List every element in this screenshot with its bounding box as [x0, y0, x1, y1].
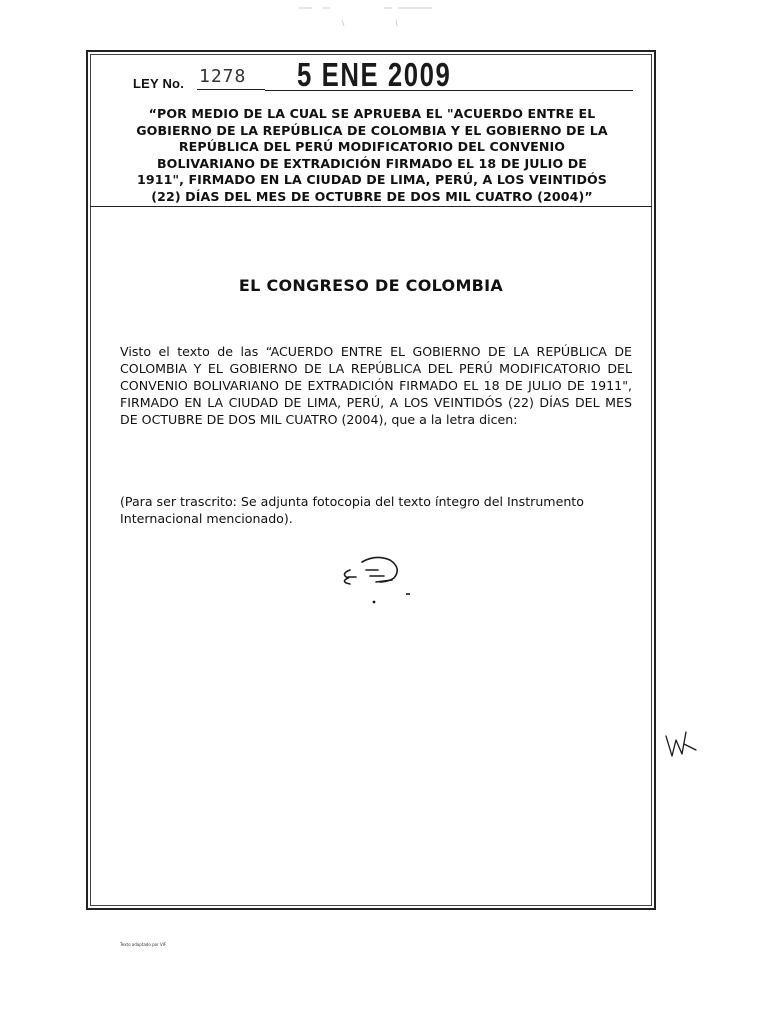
law-number-line	[133, 56, 633, 96]
law-number: 1278	[199, 66, 247, 87]
title-line: (22) DÍAS DEL MES DE OCTUBRE DE DOS MIL CUATRO (2004)”	[151, 188, 593, 204]
header-divider	[90, 206, 652, 207]
law-number-underline	[197, 89, 265, 90]
body-paragraph: Visto el texto de las “ACUERDO ENTRE EL GOBIERNO DE LA REPÚBLICA DE COLOMBIA Y EL GOBIERNO DE LA REPÚBLICA DEL PERÚ MODIFICATORIO DEL CONVENIO BOLIVARIANO DE EXTRADICIÓN FIRMADO EL 18 DE JULIO DE 1911", FIRMADO EN LA CIUDAD DE LIMA, PERÚ, A LOS VEINTIDÓS (22) DÍAS DEL MES DE OCTUBRE DE DOS MIL CUATRO (2004), que a la letra dicen:	[120, 344, 632, 427]
title-line: “POR MEDIO DE LA CUAL SE APRUEBA EL "ACUERDO ENTRE EL	[148, 106, 596, 121]
law-title	[104, 106, 640, 205]
date-stamp: 5 ENE 2009	[297, 56, 452, 93]
signature-icon	[336, 548, 426, 608]
title-line: GOBIERNO DE LA REPÚBLICA DE COLOMBIA Y EL GOBIERNO DE LA	[136, 122, 608, 138]
law-label: LEY No.	[133, 76, 185, 91]
title-line: 1911", FIRMADO EN LA CIUDAD DE LIMA, PERÚ, A LOS VEINTIDÓS	[137, 172, 607, 187]
transcription-note: (Para ser trascrito: Se adjunta fotocopia del texto íntegro del Instrumento Internacional mencionado).	[120, 494, 584, 526]
scan-artifacts	[0, 0, 768, 40]
initials-icon	[662, 724, 702, 764]
title-line: BOLIVARIANO DE EXTRADICIÓN FIRMADO EL 18 DE JULIO DE	[156, 155, 588, 171]
footer-small-print: Texto adaptado por VIF	[120, 942, 167, 947]
title-line: REPÚBLICA DEL PERÚ MODIFICATORIO DEL CONVENIO	[178, 139, 566, 154]
congress-heading: EL CONGRESO DE COLOMBIA	[238, 276, 504, 295]
